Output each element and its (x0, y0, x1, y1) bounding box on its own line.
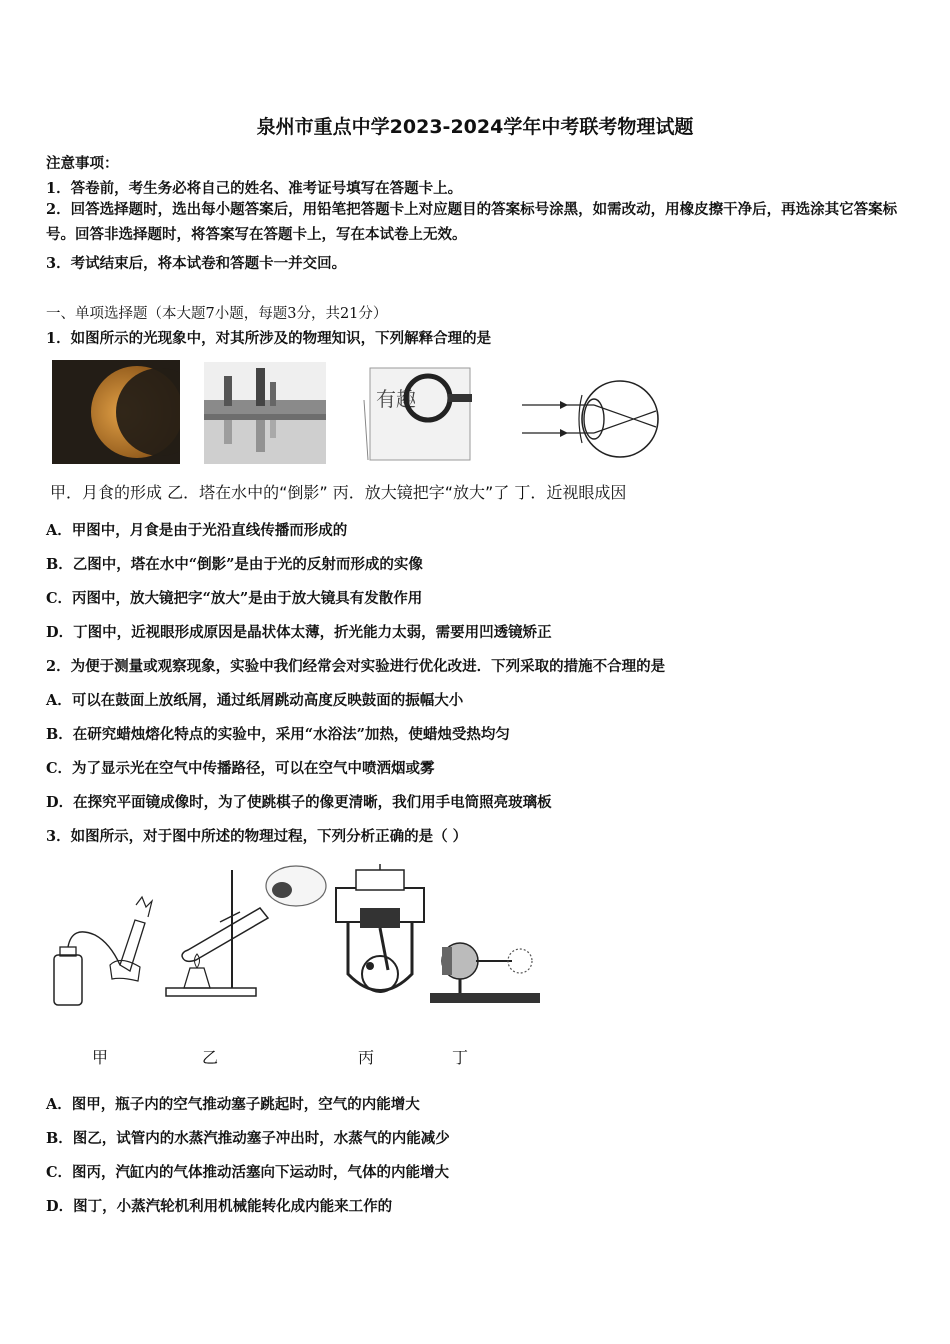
q1-option-d: D．丁图中，近视眼形成原因是晶状体太薄，折光能力太弱，需要用凹透镜矫正 (46, 624, 552, 641)
q3-label-yi: 乙 (202, 1048, 219, 1067)
q3-option-d: D．图丁，小蒸汽轮机利用机械能转化成内能来工作的 (46, 1198, 393, 1215)
notice-item-1: 1．答卷前，考生务必将自己的姓名、准考证号填写在答题卡上。 (46, 180, 463, 197)
q3-label-ding: 丁 (452, 1048, 469, 1067)
q2-option-a: A．可以在鼓面上放纸屑，通过纸屑跳动高度反映鼓面的振幅大小 (46, 692, 464, 709)
page-title: 泉州市重点中学2023-2024学年中考联考物理试题 (256, 116, 694, 138)
section-heading: 一、单项选择题（本大题7小题，每题3分，共21分） (46, 306, 388, 322)
q3-option-b: B．图乙，试管内的水蒸汽推动塞子冲出时，水蒸气的内能减少 (46, 1130, 450, 1147)
q1-option-b: B．乙图中，塔在水中“倒影”是由于光的反射而形成的实像 (46, 556, 423, 573)
steam-turbine-diagram (428, 925, 543, 1010)
q1-figure-caption: 甲．月食的形成 乙．塔在水中的“倒影” 丙．放大镜把字“放大”了 丁．近视眼成因 (50, 483, 627, 502)
notice-heading: 注意事项： (46, 155, 119, 172)
pump-bottle-diagram (50, 895, 160, 1010)
q3-option-a: A．图甲，瓶子内的空气推动塞子跳起时，空气的内能增大 (46, 1096, 420, 1113)
q2-option-c: C．为了显示光在空气中传播路径，可以在空气中喷洒烟或雾 (46, 760, 435, 777)
q3-stem: 3．如图所示，对于图中所述的物理过程，下列分析正确的是（ ） (46, 828, 468, 845)
magnifier-text: 有趣 (376, 387, 416, 411)
q2-option-d: D．在探究平面镜成像时，为了使跳棋子的像更清晰，我们用手电筒照亮玻璃板 (46, 794, 552, 811)
magnifier-photo (360, 360, 475, 466)
q1-option-c: C．丙图中，放大镜把字“放大”是由于放大镜具有发散作用 (46, 590, 423, 607)
tower-reflection-photo (204, 362, 326, 464)
q3-option-c: C．图丙，汽缸内的气体推动活塞向下运动时，气体的内能增大 (46, 1164, 450, 1181)
engine-cylinder-diagram (330, 862, 430, 1012)
q1-stem: 1．如图所示的光现象中，对其所涉及的物理知识，下列解释合理的是 (46, 330, 492, 347)
q3-label-bing: 丙 (358, 1048, 375, 1067)
myopia-eye-diagram (520, 375, 660, 467)
test-tube-steam-diagram (160, 860, 330, 1005)
q3-label-jia: 甲 (92, 1048, 109, 1067)
q1-option-a: A．甲图中，月食是由于光沿直线传播而形成的 (46, 522, 348, 539)
moon-eclipse-photo (52, 360, 180, 464)
notice-item-3: 3．考试结束后，将本试卷和答题卡一并交回。 (46, 255, 347, 272)
q2-option-b: B．在研究蜡烛熔化特点的实验中，采用“水浴法”加热，使蜡烛受热均匀 (46, 726, 510, 743)
notice-item-2: 2．回答选择题时，选出每小题答案后，用铅笔把答题卡上对应题目的答案标号涂黑，如需改动，用橡皮擦干净后，再选涂其它答案标号。回答非选择题时，将答案写在答题卡上，写在本试卷上无效。 (46, 201, 898, 243)
q2-stem: 2．为便于测量或观察现象，实验中我们经常会对实验进行优化改进．下列采取的措施不合理的是 (46, 658, 666, 675)
